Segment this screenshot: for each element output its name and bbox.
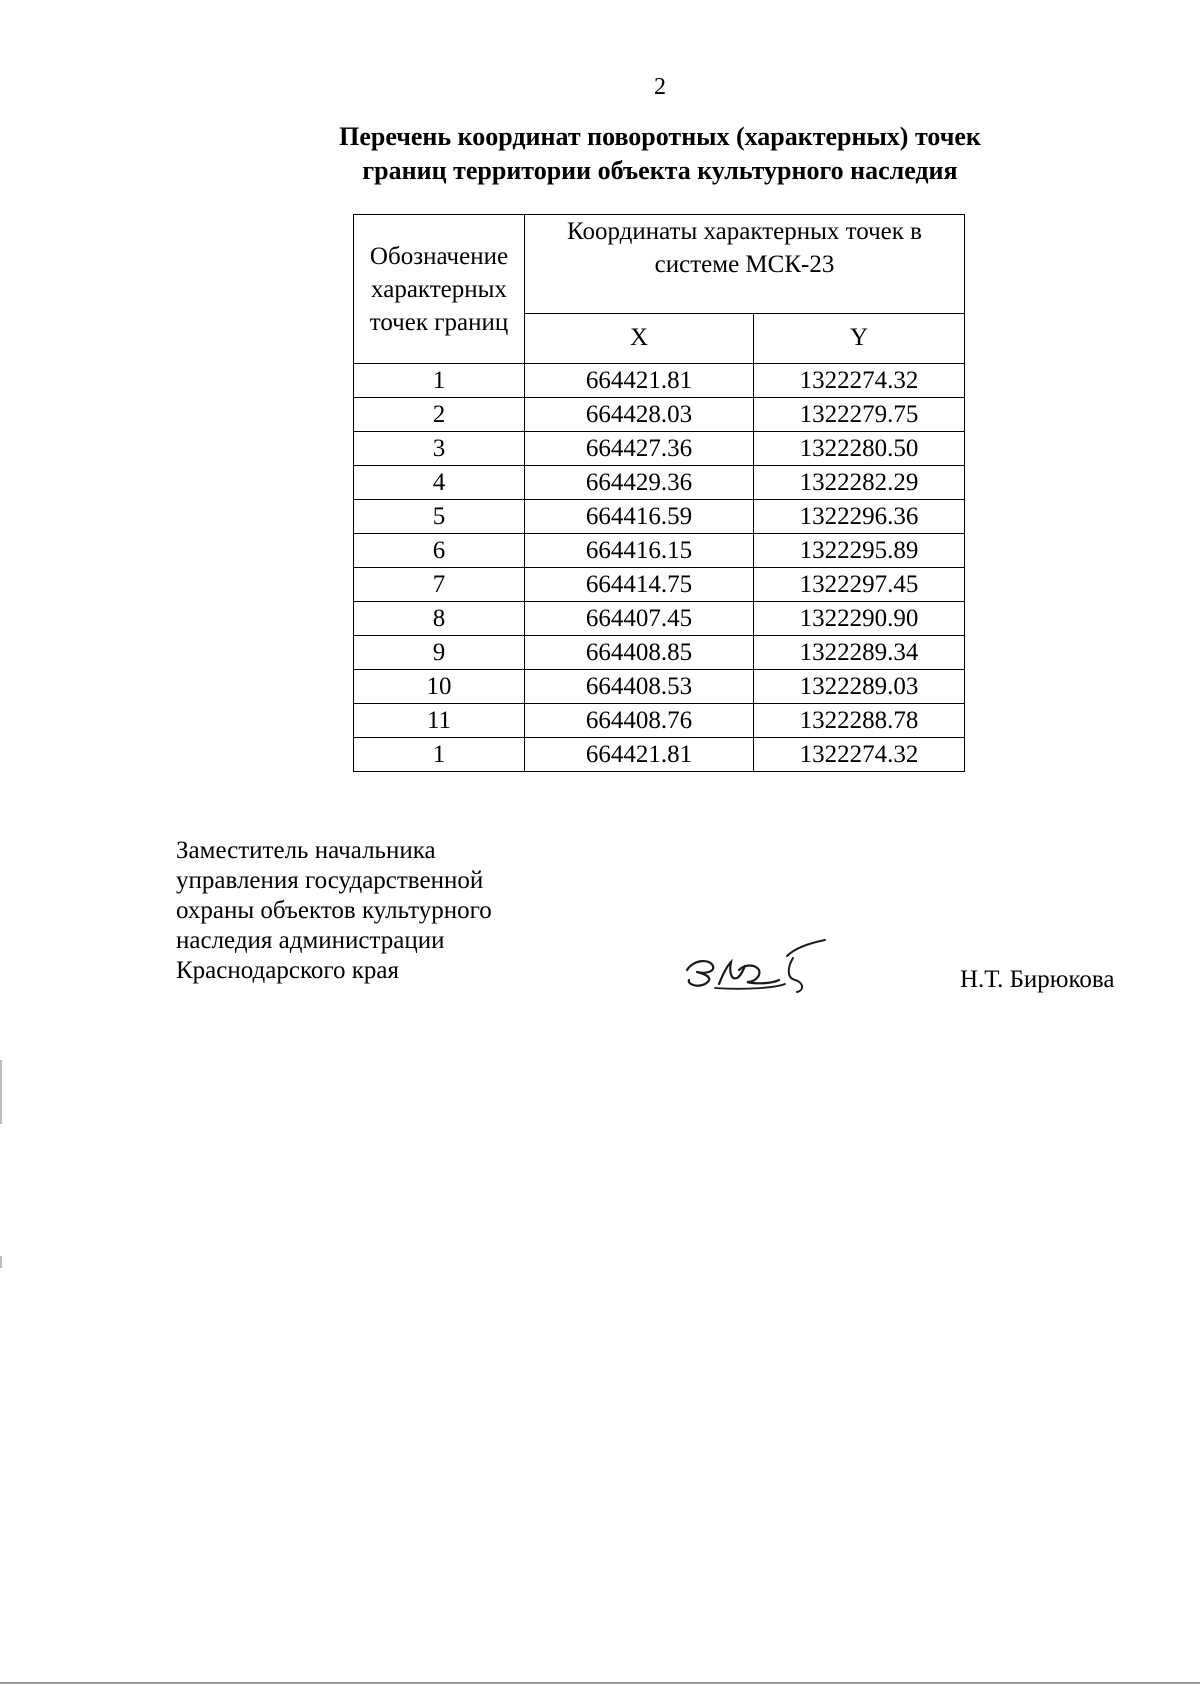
coordinates-group-header: Координаты характерных точек в системе МСК-23 [525,215,965,314]
y-coordinate-cell: 1322288.78 [754,704,965,738]
y-coordinate-cell: 1322280.50 [754,432,965,466]
scan-bottom-rule [0,1682,1200,1684]
coordinates-table [353,214,965,772]
table-row [354,602,965,636]
point-cell: 6 [354,534,525,568]
x-coordinate-cell: 664416.59 [525,500,754,534]
scan-edge-mark [0,1256,2,1268]
table-row [354,534,965,568]
x-coordinate-cell: 664429.36 [525,466,754,500]
table-row [354,738,965,772]
point-cell: 3 [354,432,525,466]
point-cell: 4 [354,466,525,500]
position-line: Краснодарского края [176,957,399,984]
x-coordinate-cell: 664416.15 [525,534,754,568]
y-coordinate-cell: 1322274.32 [754,738,965,772]
point-cell: 9 [354,636,525,670]
table-row [354,466,965,500]
x-column-header: X [525,313,754,363]
table-row [354,568,965,602]
table-row [354,364,965,398]
x-coordinate-cell: 664428.03 [525,398,754,432]
scan-edge-mark [0,1060,2,1124]
table-row [354,636,965,670]
y-coordinate-cell: 1322282.29 [754,466,965,500]
point-cell: 5 [354,500,525,534]
x-coordinate-cell: 664414.75 [525,568,754,602]
page-number: 2 [654,74,666,100]
point-cell: 1 [354,738,525,772]
x-coordinate-cell: 664427.36 [525,432,754,466]
y-coordinate-cell: 1322289.34 [754,636,965,670]
title-line-2: границ территории объекта культурного наследия [362,156,958,185]
y-coordinate-cell: 1322296.36 [754,500,965,534]
point-cell: 2 [354,398,525,432]
point-cell: 8 [354,602,525,636]
position-line: наследия администрации [176,927,445,954]
x-coordinate-cell: 664408.53 [525,670,754,704]
y-coordinate-cell: 1322295.89 [754,534,965,568]
point-cell: 7 [354,568,525,602]
table-row [354,432,965,466]
table-row [354,704,965,738]
point-cell: 11 [354,704,525,738]
x-coordinate-cell: 664421.81 [525,364,754,398]
point-cell: 10 [354,670,525,704]
x-coordinate-cell: 664421.81 [525,738,754,772]
position-line: охраны объектов культурного [176,897,492,924]
x-coordinate-cell: 664408.76 [525,704,754,738]
table-row [354,670,965,704]
y-coordinate-cell: 1322289.03 [754,670,965,704]
y-column-header: Y [754,313,965,363]
signatory-name: Н.Т. Бирюкова [960,966,1115,993]
point-designation-header: Обозначение характерных точек границ [354,215,525,364]
x-coordinate-cell: 664408.85 [525,636,754,670]
signatory-position [176,836,492,986]
document-title [0,120,1200,188]
x-coordinate-cell: 664407.45 [525,602,754,636]
y-coordinate-cell: 1322297.45 [754,568,965,602]
position-line: управления государственной [176,867,484,894]
title-line-1: Перечень координат поворотных (характерных) точек [339,122,981,151]
table-row [354,398,965,432]
y-coordinate-cell: 1322274.32 [754,364,965,398]
position-line: Заместитель начальника [176,837,436,864]
y-coordinate-cell: 1322290.90 [754,602,965,636]
y-coordinate-cell: 1322279.75 [754,398,965,432]
handwritten-signature [675,930,835,1010]
table-row [354,500,965,534]
point-cell: 1 [354,364,525,398]
